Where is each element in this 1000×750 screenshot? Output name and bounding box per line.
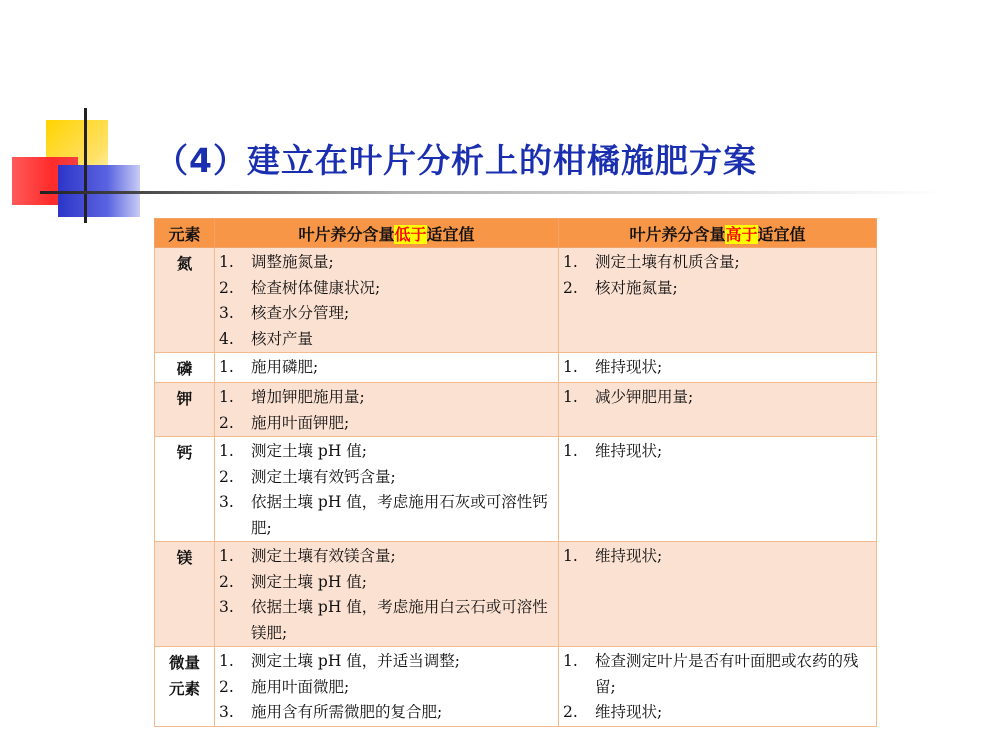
element-cell: 镁 [155, 542, 215, 647]
table-header-row [155, 219, 877, 248]
list-item: 1. 维持现状; [563, 547, 663, 565]
low-cell [215, 542, 559, 647]
list-item: 2. 核对施氮量; [563, 278, 678, 297]
table-row [155, 542, 877, 647]
high-cell [559, 542, 877, 647]
low-cell [215, 353, 559, 383]
table-row [155, 647, 877, 727]
list-item: 1. 测定土壤有机质含量; [563, 253, 740, 271]
list-item: 1. 减少钾肥用量; [563, 388, 694, 406]
list-item: 1. 测定土壤 pH 值，并适当调整; [219, 652, 461, 670]
element-cell: 钾 [155, 383, 215, 437]
list-item: 3. 核查水分管理; [219, 304, 350, 322]
low-cell [215, 248, 559, 353]
table-row [155, 437, 877, 542]
header-high: 叶片养分含量高于适宜值 [559, 219, 877, 248]
highlight-low: 低于 [394, 224, 427, 244]
table-row [155, 383, 877, 437]
list-item: 1. 调整施氮量; [219, 253, 334, 271]
list-item: 2. 测定土壤 pH 值; [219, 572, 368, 591]
low-cell [215, 383, 559, 437]
list-item: 2. 测定土壤有效钙含量; [219, 467, 396, 486]
fertilization-table [154, 218, 877, 727]
table-row [155, 353, 877, 383]
list-item: 3. 依据土壤 pH 值，考虑施用白云石或可溶性镁肥; [219, 598, 548, 642]
element-cell: 磷 [155, 353, 215, 383]
element-cell: 氮 [155, 248, 215, 353]
header-low: 叶片养分含量低于适宜值 [215, 219, 559, 248]
table-row [155, 248, 877, 353]
list-item: 3. 依据土壤 pH 值，考虑施用石灰或可溶性钙肥; [219, 493, 548, 537]
low-cell [215, 647, 559, 727]
high-cell [559, 647, 877, 727]
list-item: 2. 维持现状; [563, 703, 663, 721]
high-cell [559, 353, 877, 383]
high-cell [559, 248, 877, 353]
decor-horizontal-line [40, 191, 945, 194]
high-cell [559, 383, 877, 437]
list-item: 1. 维持现状; [563, 442, 663, 460]
list-item: 1. 测定土壤 pH 值; [219, 442, 368, 460]
slide-title: （4）建立在叶片分析上的柑橘施肥方案 [155, 141, 757, 180]
list-item: 4. 核对产量 [219, 329, 314, 348]
list-item: 1. 检查测定叶片是否有叶面肥或农药的残留; [563, 652, 859, 696]
list-item: 1. 测定土壤有效镁含量; [219, 547, 396, 565]
list-item: 2. 施用叶面钾肥; [219, 413, 350, 432]
list-item: 2. 检查树体健康状况; [219, 278, 381, 297]
element-cell: 钙 [155, 437, 215, 542]
list-item: 1. 增加钾肥施用量; [219, 388, 365, 406]
highlight-high: 高于 [725, 224, 758, 244]
decor-vertical-line [84, 108, 87, 223]
header-element: 元素 [155, 219, 215, 248]
element-cell: 微量元素 [155, 647, 215, 727]
low-cell [215, 437, 559, 542]
list-item: 2. 施用叶面微肥; [219, 677, 350, 696]
list-item: 3. 施用含有所需微肥的复合肥; [219, 703, 443, 721]
high-cell [559, 437, 877, 542]
list-item: 1. 施用磷肥; [219, 358, 319, 376]
list-item: 1. 维持现状; [563, 358, 663, 376]
